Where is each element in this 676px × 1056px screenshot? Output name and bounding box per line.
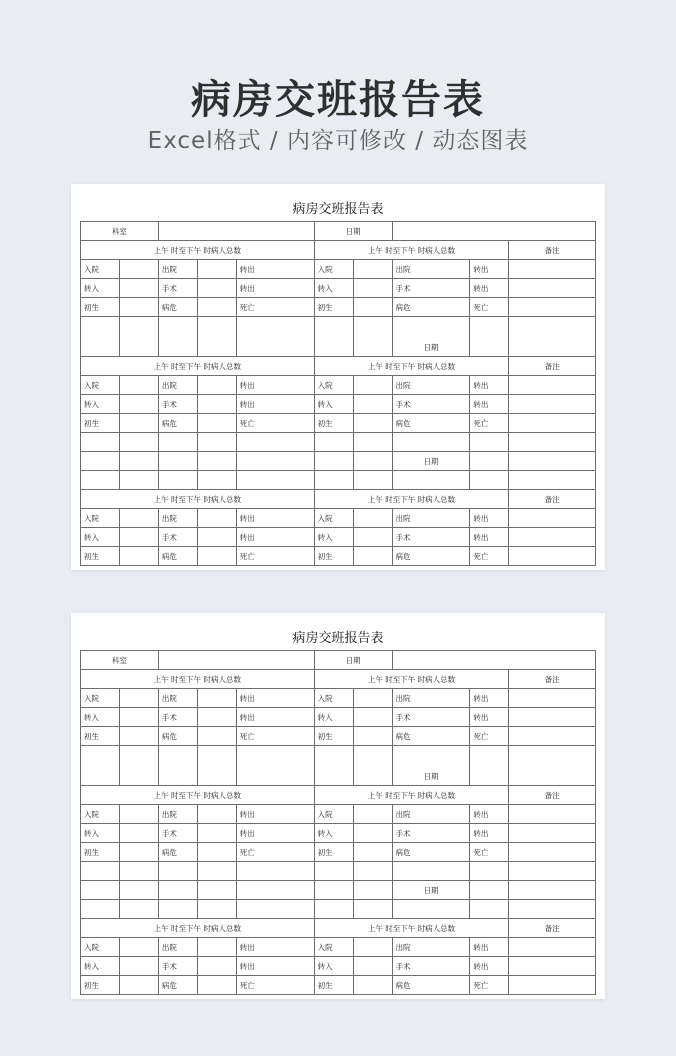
cell[interactable] [509,414,596,433]
cell[interactable] [119,395,158,414]
cell[interactable] [353,414,392,433]
section-header: 上午 时至下午 时病人总数 [81,241,315,260]
date-mark: 日期 [392,452,470,471]
cell[interactable] [353,708,392,727]
label-birth: 初生 [314,727,353,746]
label-birth: 初生 [81,298,120,317]
label-transfer-in: 转入 [81,708,120,727]
section-header: 上午 时至下午 时病人总数 [314,670,509,689]
label-critical: 病危 [158,298,197,317]
cell[interactable] [119,957,158,976]
cell[interactable] [119,433,158,452]
label-death: 死亡 [470,547,509,566]
label-surgery: 手术 [158,279,197,298]
date-mark: 日期 [392,881,470,900]
label-transfer-out-2: 转出 [470,708,509,727]
cell[interactable] [314,862,353,881]
cell[interactable] [119,727,158,746]
cell[interactable] [119,689,158,708]
label-admit: 入院 [314,689,353,708]
cell[interactable] [119,298,158,317]
label-admit: 入院 [81,376,120,395]
label-transfer-out: 转出 [470,938,509,957]
cell[interactable] [119,260,158,279]
cell[interactable] [353,528,392,547]
label-surgery: 手术 [158,957,197,976]
cell[interactable] [119,805,158,824]
label-birth: 初生 [81,547,120,566]
cell[interactable] [158,862,197,881]
cell[interactable] [314,317,353,357]
cell[interactable] [509,376,596,395]
cell[interactable] [119,376,158,395]
label-surgery: 手术 [158,395,197,414]
label-surgery: 手术 [392,279,470,298]
cell[interactable] [392,862,470,881]
label-critical: 病危 [392,843,470,862]
cell[interactable] [509,805,596,824]
cell[interactable] [353,260,392,279]
cell[interactable] [81,881,120,900]
cell[interactable] [119,547,158,566]
cell[interactable] [197,805,236,824]
form-sheet-1 [71,184,605,570]
label-surgery: 手术 [392,395,470,414]
cell[interactable] [119,708,158,727]
cell[interactable] [353,298,392,317]
label-admit: 入院 [314,260,353,279]
cell[interactable] [353,746,392,786]
cell[interactable] [509,746,596,786]
label-admit: 入院 [81,260,120,279]
cell[interactable] [197,900,236,919]
date-mark: 日期 [392,746,470,786]
note-label: 备注 [509,919,596,938]
label-transfer-in: 转入 [81,395,120,414]
label-transfer-out: 转出 [470,805,509,824]
label-admit: 入院 [314,376,353,395]
label-death: 死亡 [470,976,509,995]
cell[interactable] [236,471,314,490]
label-birth: 初生 [314,976,353,995]
cell[interactable] [119,843,158,862]
cell[interactable] [470,452,509,471]
label-birth: 初生 [81,976,120,995]
cell[interactable] [81,317,120,357]
cell[interactable] [197,976,236,995]
cell[interactable] [353,395,392,414]
cell[interactable] [158,317,197,357]
label-surgery: 手术 [392,957,470,976]
date-label: 日期 [314,222,392,241]
cell[interactable] [353,376,392,395]
dept-label: 科室 [81,222,159,241]
cell[interactable] [158,900,197,919]
section-header: 上午 时至下午 时病人总数 [314,357,509,376]
cell[interactable] [197,528,236,547]
label-admit: 入院 [314,509,353,528]
cell[interactable] [314,433,353,452]
label-transfer-out-2: 转出 [236,824,314,843]
cell[interactable] [470,471,509,490]
cell[interactable] [197,260,236,279]
label-transfer-in: 转入 [314,957,353,976]
cell[interactable] [353,805,392,824]
cell[interactable] [353,957,392,976]
cell[interactable] [509,881,596,900]
label-critical: 病危 [158,414,197,433]
label-birth: 初生 [314,843,353,862]
label-discharge: 出院 [158,260,197,279]
cell[interactable] [470,862,509,881]
cell[interactable] [353,976,392,995]
cell[interactable] [119,528,158,547]
label-transfer-out: 转出 [470,260,509,279]
dept-field[interactable] [158,651,314,670]
label-transfer-out: 转出 [236,938,314,957]
label-transfer-in: 转入 [314,279,353,298]
label-transfer-in: 转入 [314,708,353,727]
cell[interactable] [353,317,392,357]
cell[interactable] [353,938,392,957]
label-transfer-out: 转出 [236,805,314,824]
dept-field[interactable] [158,222,314,241]
label-transfer-out-2: 转出 [236,279,314,298]
label-death: 死亡 [236,976,314,995]
label-critical: 病危 [392,547,470,566]
cell[interactable] [353,279,392,298]
cell[interactable] [81,452,120,471]
cell[interactable] [509,843,596,862]
date-field[interactable] [392,222,596,241]
label-death: 死亡 [470,298,509,317]
cell[interactable] [197,433,236,452]
cell[interactable] [470,746,509,786]
label-death: 死亡 [236,843,314,862]
cell[interactable] [119,824,158,843]
label-transfer-out-2: 转出 [236,708,314,727]
cell[interactable] [509,317,596,357]
cell[interactable] [197,862,236,881]
label-transfer-out: 转出 [236,260,314,279]
date-field[interactable] [392,651,596,670]
cell[interactable] [119,317,158,357]
section-header: 上午 时至下午 时病人总数 [81,357,315,376]
cell[interactable] [119,452,158,471]
note-label: 备注 [509,670,596,689]
label-discharge: 出院 [392,376,470,395]
cell[interactable] [158,452,197,471]
date-mark: 日期 [392,317,470,357]
cell[interactable] [236,452,314,471]
cell[interactable] [314,881,353,900]
label-transfer-out-2: 转出 [470,824,509,843]
label-transfer-in: 转入 [314,395,353,414]
cell[interactable] [470,317,509,357]
cell[interactable] [197,376,236,395]
cell[interactable] [392,471,470,490]
label-transfer-in: 转入 [81,528,120,547]
label-transfer-in: 转入 [314,528,353,547]
label-discharge: 出院 [392,509,470,528]
cell[interactable] [353,689,392,708]
label-transfer-out: 转出 [470,689,509,708]
label-birth: 初生 [81,843,120,862]
cell[interactable] [197,746,236,786]
cell[interactable] [197,708,236,727]
cell[interactable] [314,471,353,490]
label-admit: 入院 [81,805,120,824]
cell[interactable] [197,279,236,298]
cell[interactable] [197,824,236,843]
cell[interactable] [197,395,236,414]
label-admit: 入院 [81,689,120,708]
label-transfer-out: 转出 [236,689,314,708]
cell[interactable] [197,881,236,900]
section-header: 上午 时至下午 时病人总数 [81,490,315,509]
label-birth: 初生 [314,414,353,433]
cell[interactable] [119,862,158,881]
cell[interactable] [197,689,236,708]
label-discharge: 出院 [158,938,197,957]
cell[interactable] [509,727,596,746]
label-critical: 病危 [158,727,197,746]
label-transfer-in: 转入 [81,957,120,976]
cell[interactable] [353,433,392,452]
cell[interactable] [197,547,236,566]
label-discharge: 出院 [158,805,197,824]
cell[interactable] [236,862,314,881]
report-table [80,193,596,566]
label-discharge: 出院 [392,805,470,824]
cell[interactable] [197,414,236,433]
label-surgery: 手术 [392,708,470,727]
cell[interactable] [353,824,392,843]
cell[interactable] [119,881,158,900]
label-transfer-out: 转出 [236,376,314,395]
label-critical: 病危 [392,414,470,433]
form-title: 病房交班报告表 [81,193,596,222]
cell[interactable] [158,471,197,490]
label-death: 死亡 [470,843,509,862]
cell[interactable] [509,395,596,414]
page-title: 病房交班报告表 [191,77,485,123]
section-header: 上午 时至下午 时病人总数 [314,241,509,260]
label-critical: 病危 [392,976,470,995]
cell[interactable] [197,509,236,528]
cell[interactable] [81,433,120,452]
label-critical: 病危 [392,727,470,746]
cell[interactable] [81,900,120,919]
label-critical: 病危 [158,976,197,995]
cell[interactable] [119,938,158,957]
section-header: 上午 时至下午 时病人总数 [314,490,509,509]
label-transfer-out-2: 转出 [236,957,314,976]
cell[interactable] [119,976,158,995]
cell[interactable] [353,900,392,919]
label-death: 死亡 [236,414,314,433]
note-label: 备注 [509,490,596,509]
label-birth: 初生 [314,298,353,317]
note-label: 备注 [509,357,596,376]
label-death: 死亡 [236,547,314,566]
note-label: 备注 [509,241,596,260]
label-transfer-in: 转入 [81,279,120,298]
cell[interactable] [158,433,197,452]
label-discharge: 出院 [158,509,197,528]
label-transfer-out-2: 转出 [470,395,509,414]
label-birth: 初生 [314,547,353,566]
dept-label: 科室 [81,651,159,670]
cell[interactable] [81,471,120,490]
cell[interactable] [353,471,392,490]
cell[interactable] [392,900,470,919]
cell[interactable] [470,881,509,900]
label-birth: 初生 [81,414,120,433]
label-critical: 病危 [158,843,197,862]
cell[interactable] [236,317,314,357]
date-label: 日期 [314,651,392,670]
cell[interactable] [119,471,158,490]
cell[interactable] [197,843,236,862]
label-surgery: 手术 [392,528,470,547]
cell[interactable] [81,746,120,786]
label-death: 死亡 [470,727,509,746]
cell[interactable] [158,746,197,786]
label-critical: 病危 [392,298,470,317]
label-transfer-out-2: 转出 [236,395,314,414]
cell[interactable] [236,746,314,786]
label-discharge: 出院 [158,689,197,708]
cell[interactable] [353,843,392,862]
cell[interactable] [509,862,596,881]
label-discharge: 出院 [392,938,470,957]
label-transfer-out: 转出 [236,509,314,528]
cell[interactable] [470,900,509,919]
cell[interactable] [236,433,314,452]
label-transfer-out-2: 转出 [470,957,509,976]
section-header: 上午 时至下午 时病人总数 [81,670,315,689]
cell[interactable] [509,471,596,490]
cell[interactable] [119,746,158,786]
cell[interactable] [509,957,596,976]
cell[interactable] [353,547,392,566]
cell[interactable] [197,938,236,957]
label-birth: 初生 [81,727,120,746]
label-surgery: 手术 [158,708,197,727]
cell[interactable] [119,900,158,919]
label-surgery: 手术 [158,824,197,843]
cell[interactable] [81,862,120,881]
label-death: 死亡 [236,727,314,746]
label-discharge: 出院 [392,260,470,279]
cell[interactable] [509,509,596,528]
section-header: 上午 时至下午 时病人总数 [314,786,509,805]
cell[interactable] [509,452,596,471]
label-critical: 病危 [158,547,197,566]
cell[interactable] [197,727,236,746]
cell[interactable] [509,528,596,547]
cell[interactable] [392,433,470,452]
label-admit: 入院 [81,509,120,528]
label-transfer-out: 转出 [470,509,509,528]
cell[interactable] [236,881,314,900]
page-subtitle: Excel格式 / 内容可修改 / 动态图表 [147,128,529,154]
cell[interactable] [119,279,158,298]
section-header: 上午 时至下午 时病人总数 [81,786,315,805]
section-header: 上午 时至下午 时病人总数 [314,919,509,938]
label-admit: 入院 [314,938,353,957]
note-label: 备注 [509,786,596,805]
cell[interactable] [314,900,353,919]
cell[interactable] [509,689,596,708]
form-sheet-2 [71,613,605,999]
cell[interactable] [314,452,353,471]
cell[interactable] [314,746,353,786]
cell[interactable] [119,414,158,433]
section-header: 上午 时至下午 时病人总数 [81,919,315,938]
cell[interactable] [158,881,197,900]
cell[interactable] [197,298,236,317]
cell[interactable] [509,938,596,957]
label-surgery: 手术 [392,824,470,843]
cell[interactable] [353,509,392,528]
cell[interactable] [509,260,596,279]
cell[interactable] [197,317,236,357]
label-discharge: 出院 [392,689,470,708]
label-transfer-in: 转入 [81,824,120,843]
cell[interactable] [509,824,596,843]
report-table [80,622,596,995]
cell[interactable] [509,433,596,452]
cell[interactable] [353,881,392,900]
label-transfer-out-2: 转出 [470,279,509,298]
cell[interactable] [509,279,596,298]
cell[interactable] [197,471,236,490]
cell[interactable] [470,433,509,452]
label-death: 死亡 [236,298,314,317]
label-transfer-out-2: 转出 [236,528,314,547]
cell[interactable] [197,957,236,976]
label-transfer-in: 转入 [314,824,353,843]
label-surgery: 手术 [158,528,197,547]
cell[interactable] [353,862,392,881]
cell[interactable] [509,708,596,727]
cell[interactable] [509,900,596,919]
cell[interactable] [353,727,392,746]
label-transfer-out-2: 转出 [470,528,509,547]
cell[interactable] [119,509,158,528]
cell[interactable] [509,976,596,995]
label-discharge: 出院 [158,376,197,395]
cell[interactable] [197,452,236,471]
form-title: 病房交班报告表 [81,622,596,651]
label-transfer-out: 转出 [470,376,509,395]
cell[interactable] [509,298,596,317]
label-admit: 入院 [314,805,353,824]
cell[interactable] [353,452,392,471]
cell[interactable] [236,900,314,919]
label-admit: 入院 [81,938,120,957]
cell[interactable] [509,547,596,566]
label-death: 死亡 [470,414,509,433]
